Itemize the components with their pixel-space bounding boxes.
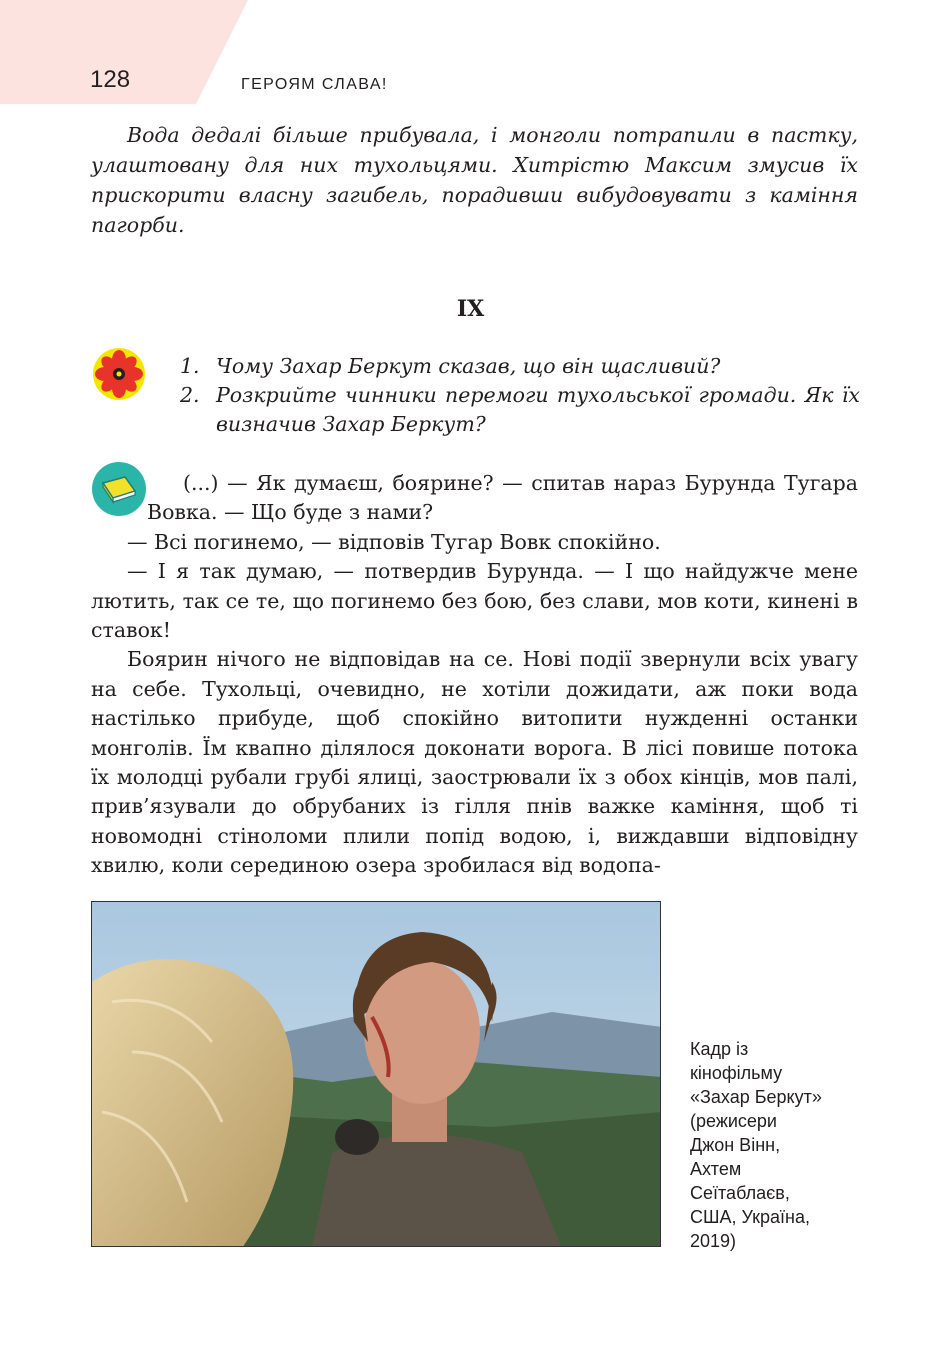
running-title: ГЕРОЯМ СЛАВА! <box>241 76 388 93</box>
paragraph: — І я так думаю, — потвердив Бурунда. — І що найдужче мене лютить, так се те, що погинемо без бою, без слави, мов коти, кинені в ставок! <box>91 559 858 643</box>
paragraph: (...) — Як думаєш, боярине? — спитав нараз Бурунда Тугара Вовка. — Що буде з нами? <box>147 471 858 525</box>
chapter-summary: Вода дедалі більше прибувала, і монголи потрапили в пастку, улаштовану для них тухольцями. Хитрістю Максим змусив їх прискорити власну загибель, порадивши вибудовувати з каміння пагорби. <box>91 123 858 237</box>
paragraph: — Всі погинемо, — відповів Тугар Вовк спокійно. <box>127 529 661 554</box>
flower-icon <box>92 347 146 401</box>
page-number: 128 <box>90 66 131 93</box>
photo-caption: Кадр із кінофільму «Захар Беркут» (режисери Джон Вінн, Ахтем Сеїтаблаєв, США, Україна, 2019) <box>690 1039 822 1251</box>
section-title: IX <box>456 296 485 322</box>
question-list <box>180 352 860 439</box>
question-number: 2. <box>180 383 200 407</box>
question-text: Чому Захар Беркут сказав, що він щасливий? <box>216 354 721 378</box>
film-still-photo <box>91 901 661 1247</box>
paragraph: Боярин нічого не відповідав на се. Нові події звернули всіх увагу на себе. Тухольці, очевидно, не хотіли дожидати, аж поки вода настілько прибуде, щоб спокійно витопити нужденні останки монголів. Їм квапно ділялося доконати ворога. В лісі повише потока їх молодці рубали грубі ялиці, заострювали їх з обох кінців, мов палі, прив’язували до обрубаних із гілля пнів важке каміння, щоб ті новомодні стіноломи плили попід водою, і, виждавши відповідну хвилю, коли серединою озера зробилася від водопа- <box>91 647 858 878</box>
question-item <box>180 381 860 439</box>
question-text: Розкрийте чинники перемоги тухольської громади. Як їх визначив Захар Беркут? <box>216 383 860 436</box>
question-number: 1. <box>180 354 200 378</box>
text-excerpt <box>91 469 858 881</box>
question-item <box>180 352 860 381</box>
